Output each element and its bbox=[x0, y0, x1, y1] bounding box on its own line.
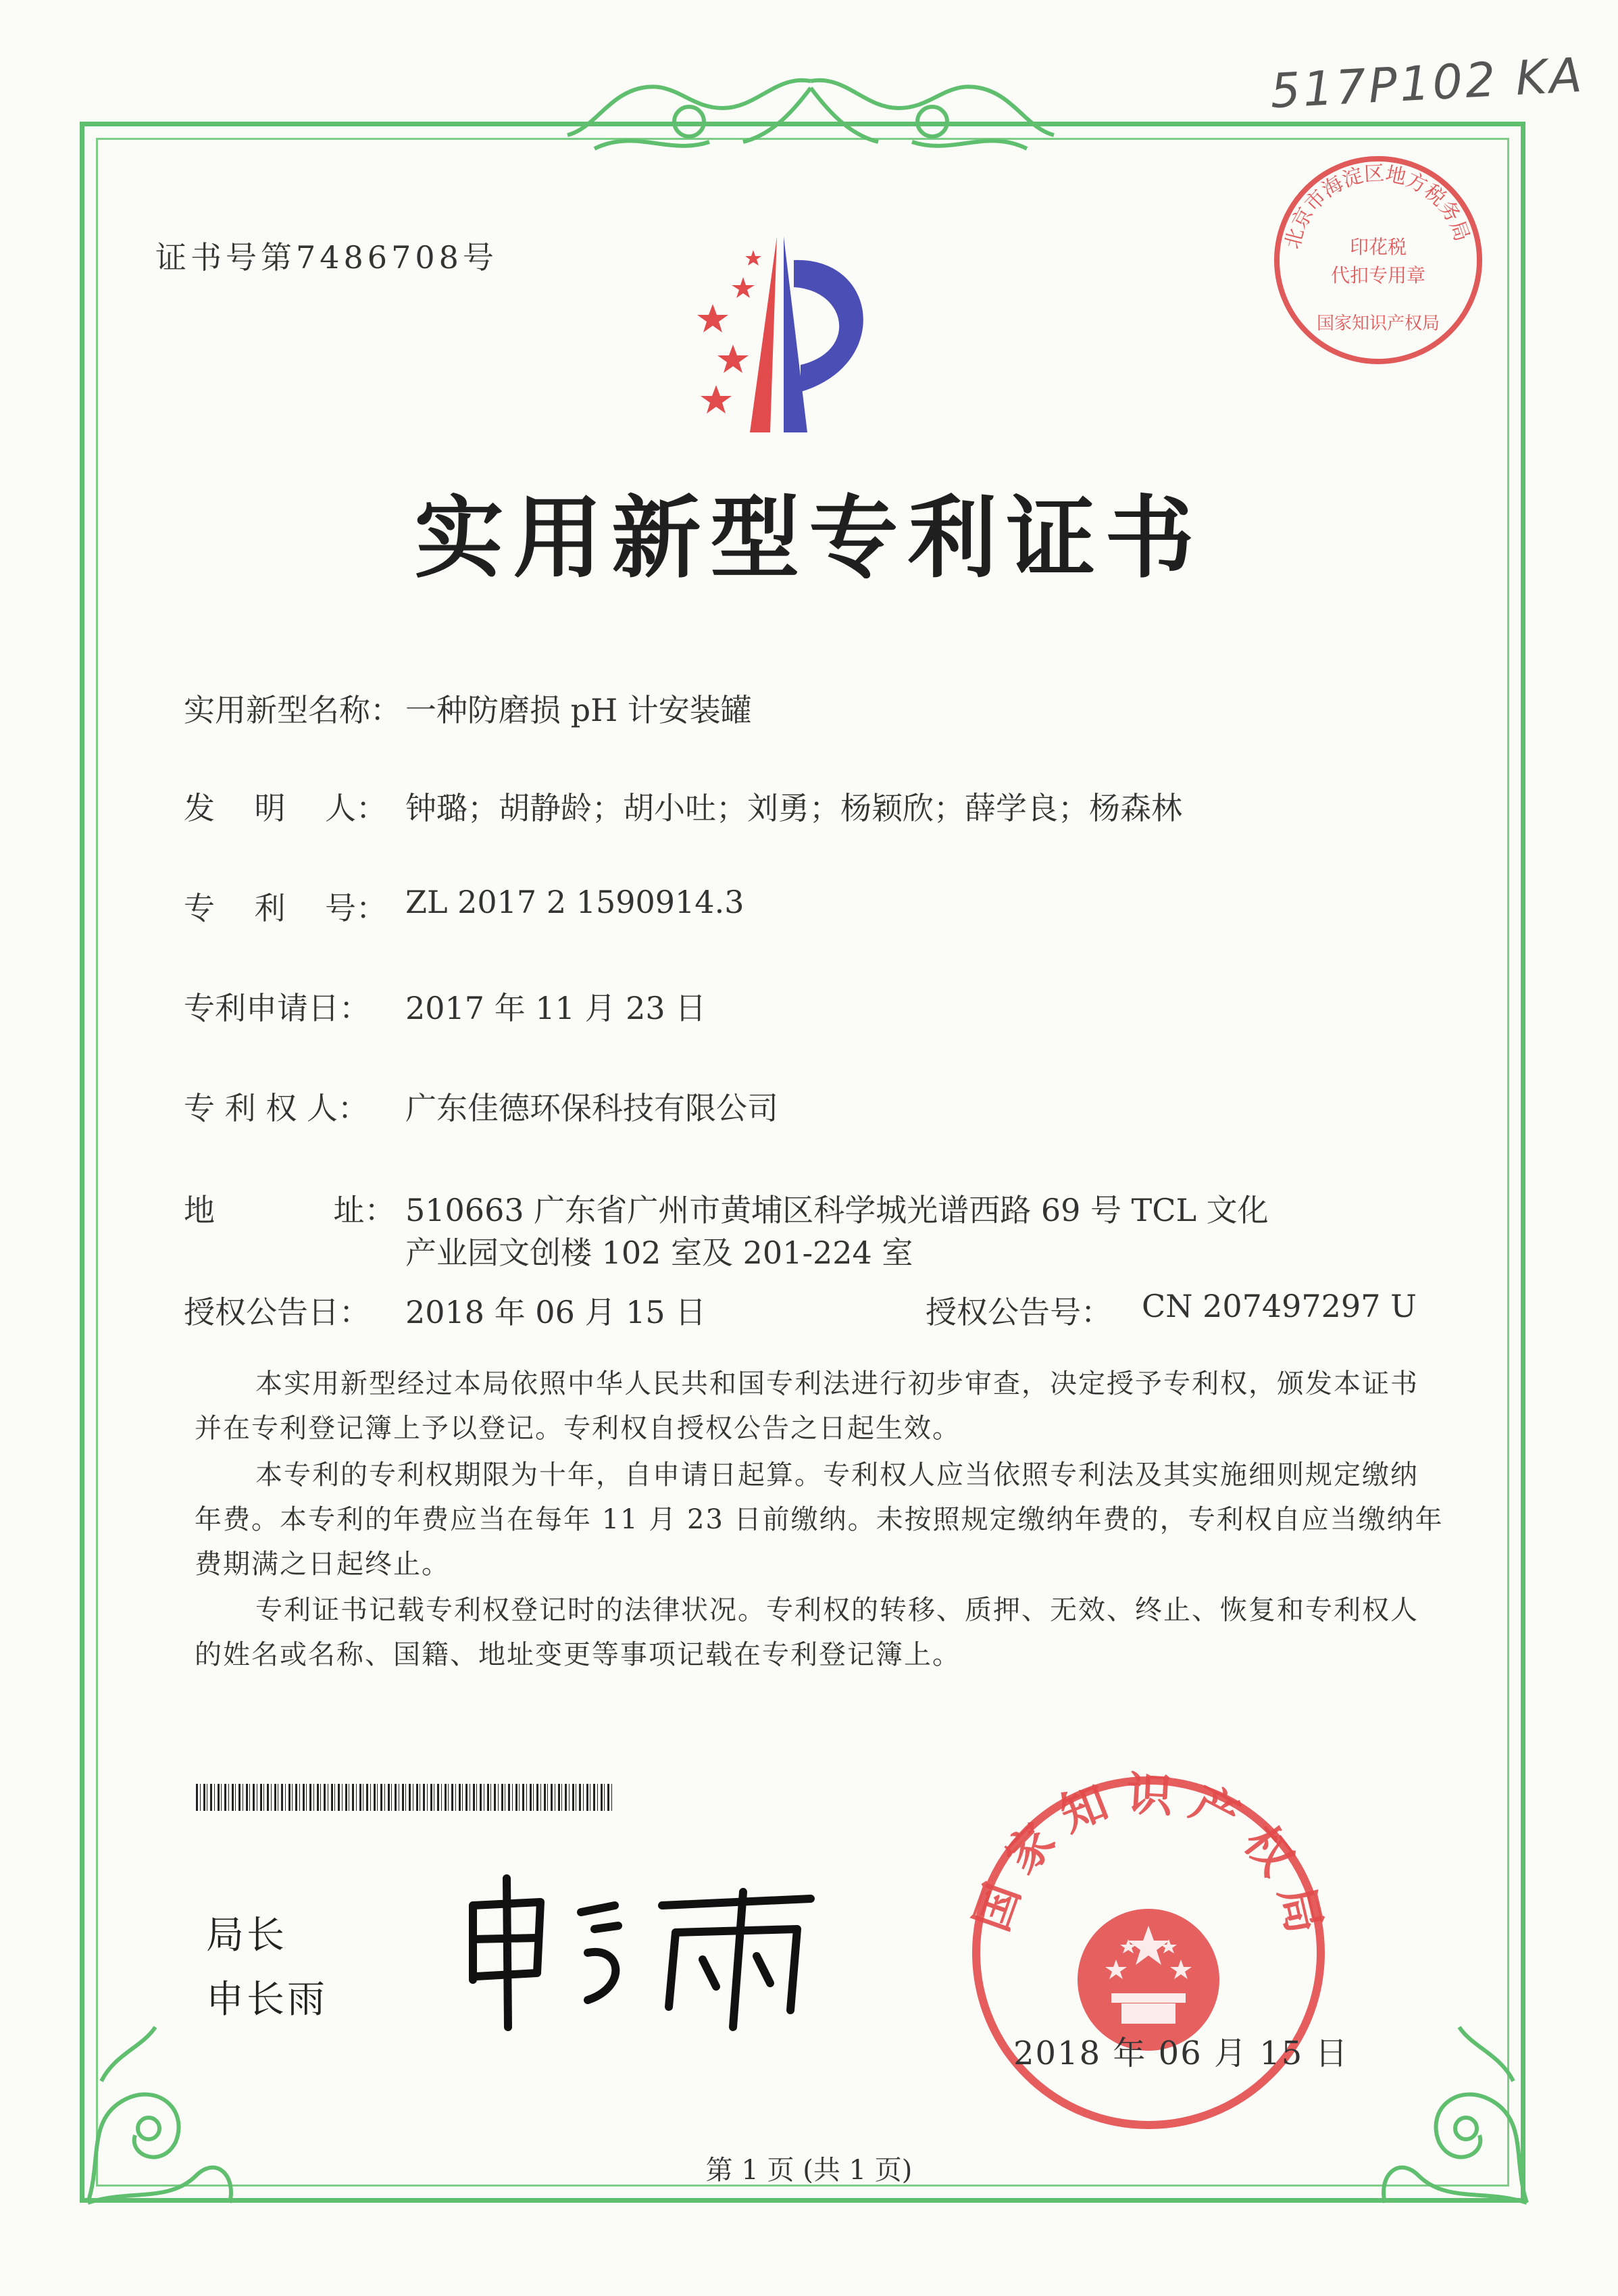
stamp-duty-seal bbox=[1270, 152, 1486, 368]
cnipa-logo-icon bbox=[676, 230, 932, 446]
inventors-value: 钟璐；胡静龄；胡小吐；刘勇；杨颖欣；薛学良；杨森林 bbox=[405, 790, 1182, 826]
address-value-line1: 510663 广东省广州市黄埔区科学城光谱西路 69 号 TCL 文化 bbox=[405, 1192, 1269, 1228]
top-ornament bbox=[554, 68, 1067, 169]
page-number: 第 1 页 (共 1 页) bbox=[705, 2155, 913, 2186]
grant-number-value: CN 207497297 U bbox=[1142, 1288, 1417, 1324]
barcode bbox=[196, 1784, 615, 1811]
seal-date: 2018 年 06 月 15 日 bbox=[1013, 2035, 1349, 2072]
page-title: 实用新型专利证书 bbox=[414, 486, 1204, 591]
handwritten-reference-note: 517P102 KA bbox=[1269, 47, 1586, 120]
patentee-label: 专 利 权 人： bbox=[184, 1090, 369, 1126]
utility-model-name-label: 实用新型名称： bbox=[184, 692, 401, 728]
address-value-line2: 产业园文创楼 102 室及 201-224 室 bbox=[405, 1234, 913, 1271]
tax-stamp-center-line2: 代扣专用章 bbox=[1330, 264, 1426, 286]
director-name: 申长雨 bbox=[206, 1978, 328, 2022]
certificate-number: 证书号第7486708号 bbox=[155, 239, 498, 276]
utility-model-name-value: 一种防磨损 pH 计安装罐 bbox=[405, 692, 752, 728]
tax-stamp-ring-text: 北京市海淀区地方税务局 bbox=[1280, 161, 1474, 252]
cnipa-official-seal bbox=[959, 1764, 1338, 2142]
patent-number-label: 专 利 号： bbox=[184, 890, 387, 926]
patent-number-value: ZL 2017 2 1590914.3 bbox=[405, 884, 744, 920]
patentee-value: 广东佳德环保科技有限公司 bbox=[405, 1090, 778, 1126]
director-signature bbox=[459, 1865, 838, 2041]
director-title: 局长 bbox=[206, 1914, 287, 1957]
tax-stamp-center-line1: 印花税 bbox=[1349, 236, 1407, 258]
address-label: 地 址： bbox=[184, 1192, 396, 1228]
grant-date-label: 授权公告日： bbox=[184, 1294, 370, 1330]
seal-ring-text: 国家知识产权局 bbox=[965, 1767, 1335, 1953]
certificate-paragraph-3: 专利证书记载专利权登记时的法律状况。专利权的转移、质押、无效、终止、恢复和专利权人的姓名或名称、国籍、地址变更等事项记载在专利登记簿上。 bbox=[195, 1595, 1419, 1670]
application-date-label: 专利申请日： bbox=[184, 990, 370, 1026]
grant-date-value: 2018 年 06 月 15 日 bbox=[405, 1294, 707, 1330]
application-date-value: 2017 年 11 月 23 日 bbox=[405, 990, 707, 1026]
certificate-paragraph-1: 本实用新型经过本局依照中华人民共和国专利法进行初步审查，决定授予专利权，颁发本证书并在专利登记簿上予以登记。专利权自授权公告之日起生效。 bbox=[195, 1368, 1419, 1444]
certificate-paragraph-2: 本专利的专利权期限为十年，自申请日起算。专利权人应当依照专利法及其实施细则规定缴纳年费。本专利的年费应当在每年 11 月 23 日前缴纳。未按照规定缴纳年费的，专利权自应当缴纳年费期满之日起终止。 bbox=[195, 1459, 1444, 1580]
tax-stamp-bottom-text: 国家知识产权局 bbox=[1316, 314, 1440, 334]
grant-number-label: 授权公告号： bbox=[926, 1294, 1112, 1330]
inventors-label: 发 明 人： bbox=[184, 790, 387, 826]
